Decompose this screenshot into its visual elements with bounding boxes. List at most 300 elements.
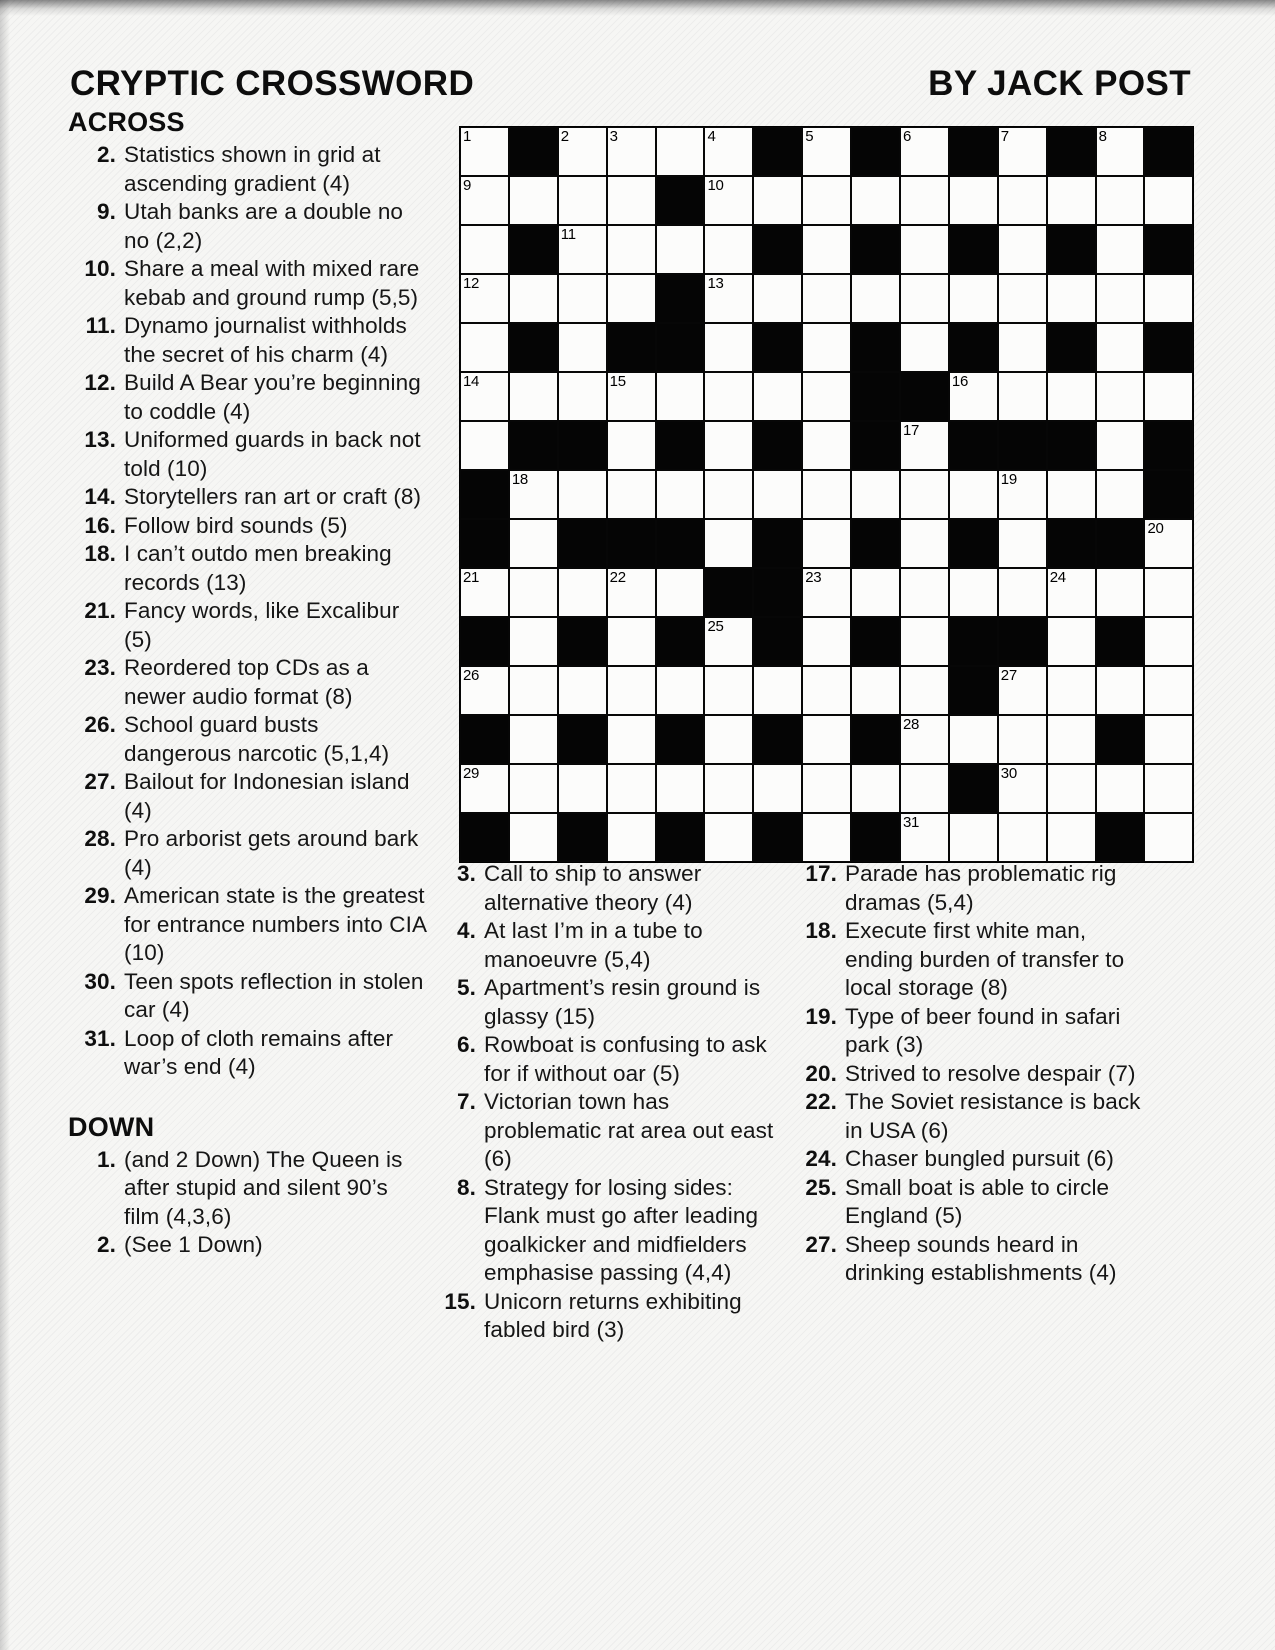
clue-text: Share a meal with mixed rare kebab and ground rump (5,5) <box>124 256 420 310</box>
grid-cell <box>704 764 753 813</box>
clue-number: 28. <box>84 826 116 851</box>
grid-cell <box>998 225 1047 274</box>
down-heading: DOWN <box>68 1111 155 1142</box>
grid-cell-black <box>753 813 802 862</box>
byline: BY JACK POST <box>928 64 1191 103</box>
clue-number: 14. <box>84 484 116 509</box>
grid-cell-number: 5 <box>805 128 814 145</box>
grid-cell <box>753 666 802 715</box>
clue-text: Call to ship to answer alternative theory (4) <box>484 861 702 915</box>
clue-text: Storytellers ran art or craft (8) <box>124 484 422 509</box>
grid-cell <box>460 127 509 176</box>
clue-text: American state is the greatest for entrance numbers into CIA (10) <box>124 883 426 965</box>
grid-cell <box>558 568 607 617</box>
clue-number: 22. <box>805 1089 837 1114</box>
grid-cell <box>753 274 802 323</box>
clue-text: Strategy for losing sides: Flank must go after leading goalkicker and midfielders emphasise passing (4,4) <box>484 1174 759 1285</box>
grid-cell <box>900 323 949 372</box>
grid-cell <box>558 274 607 323</box>
grid-cell <box>1047 274 1096 323</box>
grid-cell-number: 3 <box>609 128 618 145</box>
grid-cell-number: 6 <box>903 128 912 145</box>
grid-cell <box>1144 568 1193 617</box>
grid-cell-black <box>607 323 656 372</box>
grid-cell <box>1096 323 1145 372</box>
clue-item <box>792 1003 1154 1060</box>
grid-cell <box>607 470 656 519</box>
grid-cell-black <box>998 617 1047 666</box>
grid-cell <box>558 666 607 715</box>
clue-text: Teen spots reflection in stolen car (4) <box>124 968 424 1022</box>
grid-cell-number: 26 <box>463 667 480 684</box>
clue-text: Uniformed guards in back not told (10) <box>124 427 421 481</box>
grid-cell <box>900 568 949 617</box>
grid-cell <box>1096 666 1145 715</box>
grid-cell <box>1047 666 1096 715</box>
grid-cell-number: 30 <box>1000 765 1017 782</box>
grid-cell <box>607 764 656 813</box>
grid-cell <box>460 568 509 617</box>
grid-cell <box>900 176 949 225</box>
clue-number: 6. <box>457 1032 476 1057</box>
grid-cell-black <box>851 519 900 568</box>
clue-item <box>792 917 1154 1003</box>
grid-cell <box>900 225 949 274</box>
clue-item <box>430 917 778 974</box>
clue-number: 19. <box>805 1003 837 1029</box>
grid-cell-black <box>558 617 607 666</box>
grid-cell <box>607 421 656 470</box>
grid-cell-number: 27 <box>1000 667 1017 684</box>
grid-cell <box>704 127 753 176</box>
grid-cell <box>998 764 1047 813</box>
grid-cell-black <box>851 127 900 176</box>
across-clue-list <box>68 141 426 1082</box>
grid-cell-black <box>656 274 705 323</box>
clue-item <box>430 1288 778 1345</box>
grid-cell-black <box>900 372 949 421</box>
grid-cell-black <box>656 715 705 764</box>
grid-cell <box>802 519 851 568</box>
clue-number: 16. <box>84 512 116 538</box>
grid-cell-number: 25 <box>707 618 724 635</box>
grid-cell <box>656 127 705 176</box>
clue-text: The Soviet resistance is back in USA (6) <box>845 1089 1141 1143</box>
clue-text: Rowboat is confusing to ask for if without oar (5) <box>484 1032 767 1086</box>
grid-cell <box>851 568 900 617</box>
down-clue-list-part1 <box>68 1146 426 1260</box>
clue-number: 17. <box>805 861 837 886</box>
grid-cell <box>802 421 851 470</box>
grid-cell <box>656 666 705 715</box>
grid-cell-black <box>460 715 509 764</box>
grid-cell <box>1096 421 1145 470</box>
grid-cell <box>802 372 851 421</box>
grid-cell <box>1047 176 1096 225</box>
grid-cell <box>1047 617 1096 666</box>
clue-item <box>792 1231 1154 1288</box>
grid-cell-black <box>1047 421 1096 470</box>
clue-number: 11. <box>85 313 116 338</box>
grid-cell <box>558 372 607 421</box>
grid-cell-black <box>949 666 998 715</box>
clue-number: 7. <box>457 1089 476 1114</box>
grid-cell-number: 21 <box>463 569 480 586</box>
scan-top-shadow <box>0 0 1275 16</box>
grid-cell-number: 19 <box>1000 471 1017 488</box>
grid-cell <box>802 225 851 274</box>
grid-cell-black <box>753 519 802 568</box>
grid-cell <box>1144 764 1193 813</box>
grid-cell <box>460 372 509 421</box>
clue-number: 10. <box>84 256 116 281</box>
grid-cell-black <box>851 225 900 274</box>
clue-item <box>430 1088 778 1174</box>
clue-text: School guard busts dangerous narcotic (5,1,4) <box>124 712 390 766</box>
grid-cell <box>509 274 558 323</box>
clue-text: Follow bird sounds (5) <box>124 512 348 538</box>
grid-cell <box>607 568 656 617</box>
clue-number: 24. <box>805 1146 837 1171</box>
grid-cell <box>802 617 851 666</box>
clue-item <box>68 825 426 882</box>
page-title: CRYPTIC CROSSWORD <box>70 64 475 103</box>
clue-item <box>792 1174 1154 1231</box>
grid-cell <box>704 372 753 421</box>
grid-cell-number: 13 <box>707 275 724 292</box>
grid-cell <box>802 813 851 862</box>
grid-cell-black <box>1096 617 1145 666</box>
grid-cell <box>509 764 558 813</box>
clue-text: Pro arborist gets around bark (4) <box>124 826 419 880</box>
grid-cell <box>949 568 998 617</box>
clue-number: 25. <box>805 1174 837 1200</box>
grid-cell-black <box>753 568 802 617</box>
clue-text: Strived to resolve despair (7) <box>845 1060 1136 1086</box>
grid-cell <box>509 176 558 225</box>
grid-cell <box>998 176 1047 225</box>
grid-cell-black <box>1144 225 1193 274</box>
clue-item <box>68 483 426 512</box>
grid-cell <box>558 764 607 813</box>
grid-cell <box>1144 666 1193 715</box>
clue-text: Apartment’s resin ground is glassy (15) <box>484 975 761 1029</box>
down-clue-list-part2 <box>430 860 778 1345</box>
grid-cell-black <box>753 421 802 470</box>
grid-cell <box>802 127 851 176</box>
clue-item <box>68 654 426 711</box>
clue-item <box>68 1025 426 1082</box>
grid-cell <box>607 127 656 176</box>
clue-text: (and 2 Down) The Queen is after stupid and silent 90’s film (4,3,6) <box>124 1146 403 1229</box>
grid-cell-black <box>509 127 558 176</box>
grid-cell <box>998 274 1047 323</box>
grid-cell <box>509 372 558 421</box>
grid-cell <box>509 666 558 715</box>
grid-cell <box>753 470 802 519</box>
grid-cell-number: 18 <box>511 471 528 488</box>
across-heading: ACROSS <box>68 107 185 137</box>
grid-cell-black <box>753 323 802 372</box>
clue-item <box>430 974 778 1031</box>
clue-item <box>68 369 426 426</box>
clue-number: 13. <box>84 427 116 452</box>
grid-cell <box>1144 372 1193 421</box>
down-clue-list-part3 <box>792 860 1154 1288</box>
grid-cell <box>998 666 1047 715</box>
grid-cell <box>704 813 753 862</box>
grid-cell-number: 20 <box>1147 520 1164 537</box>
grid-cell <box>1144 274 1193 323</box>
grid-cell <box>1144 617 1193 666</box>
grid-cell-black <box>1047 323 1096 372</box>
grid-cell <box>851 764 900 813</box>
grid-cell-black <box>949 617 998 666</box>
grid-cell <box>949 176 998 225</box>
grid-cell-number: 23 <box>805 569 822 586</box>
grid-cell <box>802 715 851 764</box>
clue-number: 20. <box>805 1060 837 1086</box>
grid-cell <box>509 470 558 519</box>
clue-number: 2. <box>97 1232 116 1257</box>
clue-item <box>430 860 778 917</box>
grid-cell-number: 24 <box>1049 569 1066 586</box>
grid-cell-black <box>509 421 558 470</box>
clue-item <box>68 1231 426 1260</box>
grid-cell-black <box>753 617 802 666</box>
grid-cell <box>607 225 656 274</box>
clue-item <box>792 1145 1154 1174</box>
grid-cell <box>1144 176 1193 225</box>
grid-cell <box>607 617 656 666</box>
grid-cell <box>656 225 705 274</box>
grid-cell <box>558 323 607 372</box>
grid-cell <box>949 274 998 323</box>
grid-cell <box>949 813 998 862</box>
grid-cell-black <box>949 421 998 470</box>
clue-text: Execute first white man, ending burden of transfer to local storage (8) <box>845 918 1125 1000</box>
clue-item <box>68 768 426 825</box>
grid-cell-black <box>1096 519 1145 568</box>
grid-cell-number: 28 <box>903 716 920 733</box>
clue-text: Parade has problematic rig dramas (5,4) <box>845 861 1117 915</box>
clue-text: Utah banks are a double no no (2,2) <box>124 199 404 253</box>
clue-text: At last I’m in a tube to manoeuvre (5,4) <box>484 918 703 972</box>
grid-cell <box>949 715 998 764</box>
grid-cell <box>460 421 509 470</box>
grid-cell-black <box>558 519 607 568</box>
section-gap <box>68 1082 426 1112</box>
grid-cell <box>998 568 1047 617</box>
grid-cell <box>509 519 558 568</box>
grid-cell <box>802 323 851 372</box>
grid-cell <box>900 617 949 666</box>
clue-number: 27. <box>805 1231 837 1257</box>
grid-cell <box>704 274 753 323</box>
grid-cell-number: 31 <box>903 814 920 831</box>
clue-item <box>68 141 426 198</box>
grid-cell <box>949 470 998 519</box>
grid-cell <box>607 176 656 225</box>
grid-cell-black <box>460 617 509 666</box>
clue-number: 18. <box>805 918 837 943</box>
grid-cell-black <box>851 813 900 862</box>
grid-cell-number: 15 <box>609 373 626 390</box>
grid-cell-black <box>656 519 705 568</box>
grid-cell <box>900 764 949 813</box>
clue-text: Small boat is able to circle England (5) <box>845 1174 1110 1228</box>
grid-cell <box>558 127 607 176</box>
clue-number: 1. <box>97 1146 116 1172</box>
grid-cell <box>802 176 851 225</box>
grid-cell <box>656 372 705 421</box>
clue-number: 9. <box>97 199 116 224</box>
grid-cell <box>656 764 705 813</box>
grid-cell <box>656 568 705 617</box>
grid-cell <box>607 666 656 715</box>
clue-number: 2. <box>97 142 116 167</box>
grid-cell <box>607 274 656 323</box>
grid-cell <box>753 372 802 421</box>
clue-item <box>68 512 426 541</box>
grid-cell <box>1047 372 1096 421</box>
clue-number: 4. <box>457 918 476 943</box>
clue-item <box>68 312 426 369</box>
grid-cell <box>704 225 753 274</box>
clue-number: 15. <box>444 1288 476 1314</box>
clue-item <box>68 882 426 968</box>
grid-cell <box>802 764 851 813</box>
grid-cell-black <box>656 323 705 372</box>
clue-text: Dynamo journalist withholds the secret of his charm (4) <box>124 313 407 367</box>
clue-text: I can’t outdo men breaking records (13) <box>124 541 392 595</box>
grid-cell <box>851 176 900 225</box>
grid-cell <box>1144 519 1193 568</box>
clue-item <box>430 1174 778 1288</box>
clue-number: 27. <box>84 769 116 794</box>
clue-item <box>792 860 1154 917</box>
grid-cell-number: 7 <box>1000 128 1009 145</box>
grid-cell <box>558 176 607 225</box>
grid-cell <box>1096 568 1145 617</box>
grid-cell <box>1047 764 1096 813</box>
grid-cell <box>558 470 607 519</box>
grid-cell-number: 1 <box>463 128 472 145</box>
grid-cell <box>1144 715 1193 764</box>
grid-cell-black <box>753 127 802 176</box>
grid-cell <box>802 470 851 519</box>
grid-cell-black <box>460 519 509 568</box>
grid-cell <box>460 666 509 715</box>
grid-cell-black <box>1144 421 1193 470</box>
grid-cell <box>656 470 705 519</box>
grid-cell-black <box>1047 225 1096 274</box>
grid-cell-black <box>460 813 509 862</box>
grid-cell <box>1096 127 1145 176</box>
left-clue-column <box>68 107 426 1260</box>
grid-cell-black <box>851 372 900 421</box>
grid-cell <box>998 519 1047 568</box>
grid-cell-black <box>851 617 900 666</box>
grid-cell <box>900 813 949 862</box>
grid-cell <box>998 127 1047 176</box>
clue-text: Sheep sounds heard in drinking establishments (4) <box>845 1231 1117 1285</box>
grid-cell <box>900 519 949 568</box>
grid-cell <box>509 617 558 666</box>
clue-number: 31. <box>84 1025 116 1051</box>
grid-cell <box>460 764 509 813</box>
grid-cell <box>1096 372 1145 421</box>
grid-cell-number: 17 <box>903 422 920 439</box>
clue-text: Reordered top CDs as a newer audio format (8) <box>124 655 369 709</box>
grid-cell-black <box>558 715 607 764</box>
grid-cell-black <box>851 421 900 470</box>
grid-cell <box>998 372 1047 421</box>
clue-number: 29. <box>84 883 116 908</box>
grid-cell-number: 29 <box>463 765 480 782</box>
grid-cell <box>1096 176 1145 225</box>
clue-number: 12. <box>84 370 116 395</box>
grid-cell <box>509 568 558 617</box>
grid-cell-black <box>509 225 558 274</box>
scan-left-shadow <box>0 0 10 1650</box>
clue-item <box>792 1060 1154 1089</box>
grid-cell <box>1096 225 1145 274</box>
grid-cell-black <box>949 519 998 568</box>
grid-cell-black <box>1144 127 1193 176</box>
grid-cell <box>949 372 998 421</box>
grid-cell-number: 9 <box>463 177 472 194</box>
grid-cell-black <box>607 519 656 568</box>
clue-text: Chaser bungled pursuit (6) <box>845 1146 1114 1171</box>
grid-cell <box>1144 813 1193 862</box>
grid-cell <box>998 715 1047 764</box>
grid-cell-black <box>1096 813 1145 862</box>
grid-cell <box>509 715 558 764</box>
clue-number: 3. <box>457 861 476 886</box>
clue-text: Statistics shown in grid at ascending gradient (4) <box>124 142 381 196</box>
grid-cell-number: 14 <box>463 373 480 390</box>
grid-cell-black <box>949 225 998 274</box>
grid-cell-black <box>558 813 607 862</box>
grid-cell <box>851 470 900 519</box>
grid-cell <box>1096 764 1145 813</box>
grid-cell-black <box>1144 470 1193 519</box>
grid-cell <box>900 470 949 519</box>
grid-cell-number: 12 <box>463 275 480 292</box>
grid-cell <box>1047 813 1096 862</box>
grid-cell-black <box>851 323 900 372</box>
grid-cell-black <box>704 568 753 617</box>
grid-cell <box>998 323 1047 372</box>
grid-cell <box>1047 715 1096 764</box>
clue-number: 18. <box>84 541 116 566</box>
grid-cell <box>704 519 753 568</box>
grid-cell <box>704 421 753 470</box>
clue-item <box>68 711 426 768</box>
grid-cell-black <box>1047 127 1096 176</box>
crossword-grid <box>459 126 1194 863</box>
grid-cell <box>802 568 851 617</box>
grid-cell-black <box>1096 715 1145 764</box>
clue-item <box>68 597 426 654</box>
grid-cell-black <box>656 813 705 862</box>
grid-cell <box>802 666 851 715</box>
grid-cell <box>1096 470 1145 519</box>
grid-cell-black <box>656 617 705 666</box>
grid-cell <box>460 323 509 372</box>
grid-cell <box>704 666 753 715</box>
